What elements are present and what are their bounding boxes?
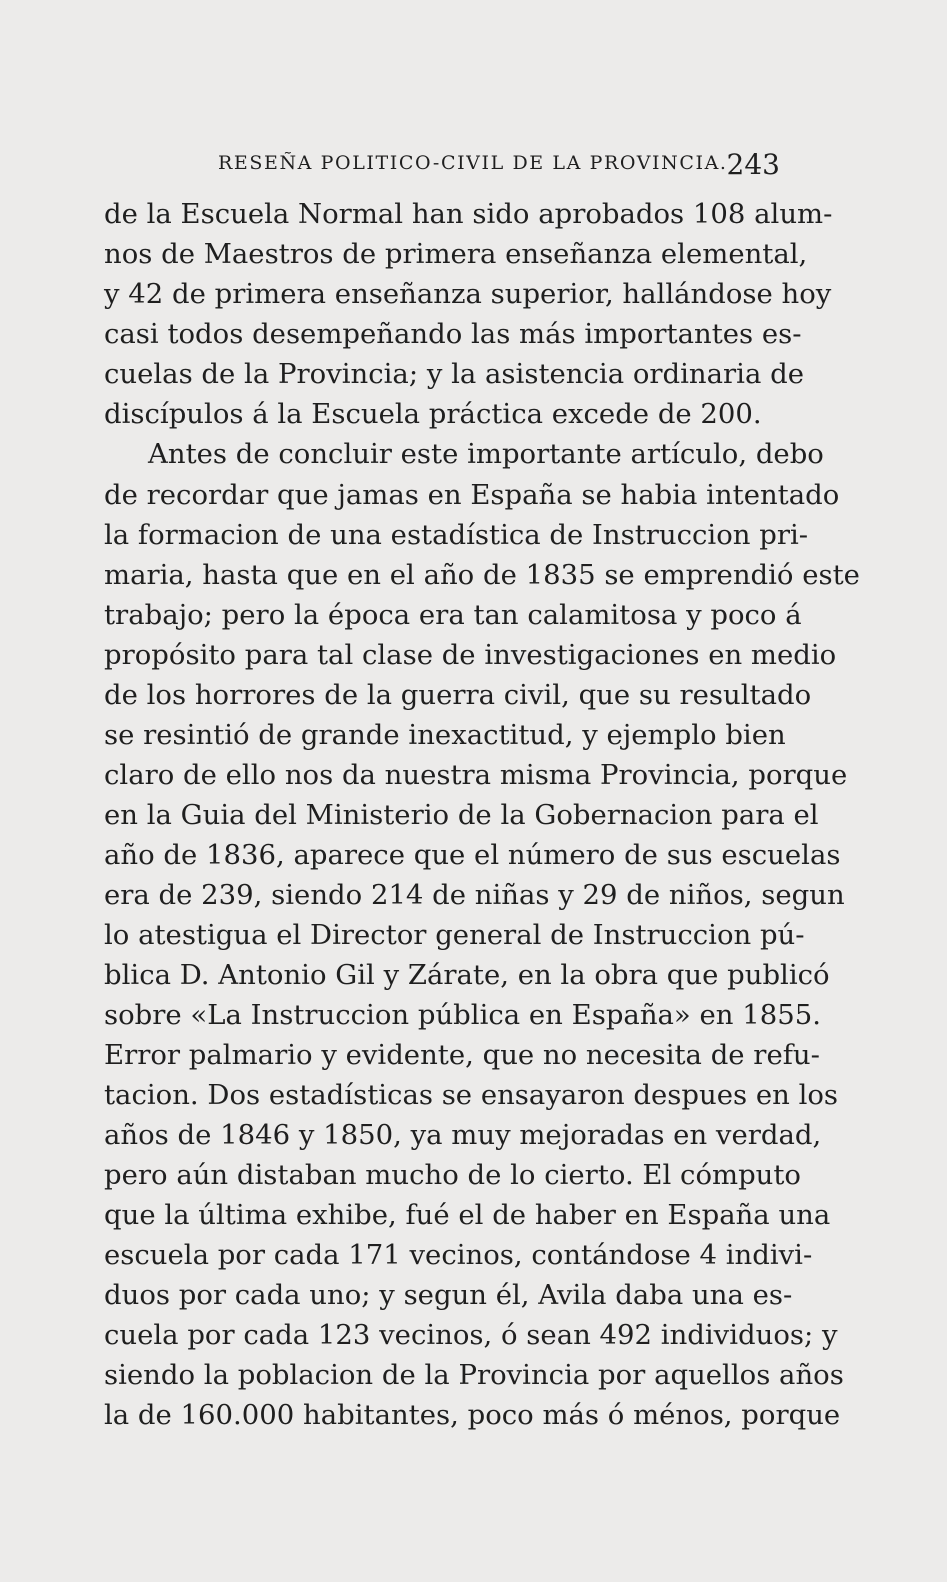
text-line: y 42 de primera enseñanza superior, hallándose hoy <box>104 278 832 310</box>
running-title: RESEÑA POLITICO-CIVIL DE LA PROVINCIA. <box>218 152 728 174</box>
text-line: duos por cada uno; y segun él, Avila daba una es- <box>104 1279 793 1311</box>
text-line: Error palmario y evidente, que no necesita de refu- <box>104 1039 820 1071</box>
text-line: blica D. Antonio Gil y Zárate, en la obra que publicó <box>104 959 830 991</box>
text-line: la de 160.000 habitantes, poco más ó ménos, porque <box>104 1399 841 1431</box>
text-line: siendo la poblacion de la Provincia por aquellos años <box>104 1359 844 1391</box>
text-line: se resintió de grande inexactitud, y ejemplo bien <box>104 719 786 751</box>
text-line: de recordar que jamas en España se habia intentado <box>104 479 840 511</box>
text-line: la formacion de una estadística de Instruccion pri- <box>104 519 809 551</box>
text-line: tacion. Dos estadísticas se ensayaron despues en los <box>104 1079 839 1111</box>
text-line: Antes de concluir este importante artículo, debo <box>148 438 824 470</box>
text-line: de los horrores de la guerra civil, que su resultado <box>104 679 812 711</box>
text-line: lo atestigua el Director general de Instruccion pú- <box>104 919 805 951</box>
text-line: cuela por cada 123 vecinos, ó sean 492 individuos; y <box>104 1319 838 1351</box>
text-line: de la Escuela Normal han sido aprobados 108 alum- <box>104 198 833 230</box>
text-line: años de 1846 y 1850, ya muy mejoradas en verdad, <box>104 1119 822 1151</box>
text-line: cuelas de la Provincia; y la asistencia ordinaria de <box>104 358 804 390</box>
text-line: propósito para tal clase de investigaciones en medio <box>104 639 837 671</box>
text-line: casi todos desempeñando las más importantes es- <box>104 318 802 350</box>
text-line: sobre «La Instruccion pública en España» en 1855. <box>104 999 821 1031</box>
text-line: maria, hasta que en el año de 1835 se emprendió este <box>104 559 860 591</box>
text-line: claro de ello nos da nuestra misma Provincia, porque <box>104 759 848 791</box>
text-line: era de 239, siendo 214 de niñas y 29 de niños, segun <box>104 879 845 911</box>
text-line: que la última exhibe, fué el de haber en España una <box>104 1199 831 1231</box>
text-line: año de 1836, aparece que el número de sus escuelas <box>104 839 841 871</box>
text-line: trabajo; pero la época era tan calamitosa y poco á <box>104 599 802 631</box>
text-line: discípulos á la Escuela práctica excede de 200. <box>104 398 762 430</box>
page-number: 243 <box>726 148 780 181</box>
text-line: escuela por cada 171 vecinos, contándose 4 indivi- <box>104 1239 813 1271</box>
text-line: pero aún distaban mucho de lo cierto. El cómputo <box>104 1159 801 1191</box>
text-line: en la Guia del Ministerio de la Gobernacion para el <box>104 799 819 831</box>
running-head <box>218 148 780 184</box>
text-line: nos de Maestros de primera enseñanza elemental, <box>104 238 808 270</box>
